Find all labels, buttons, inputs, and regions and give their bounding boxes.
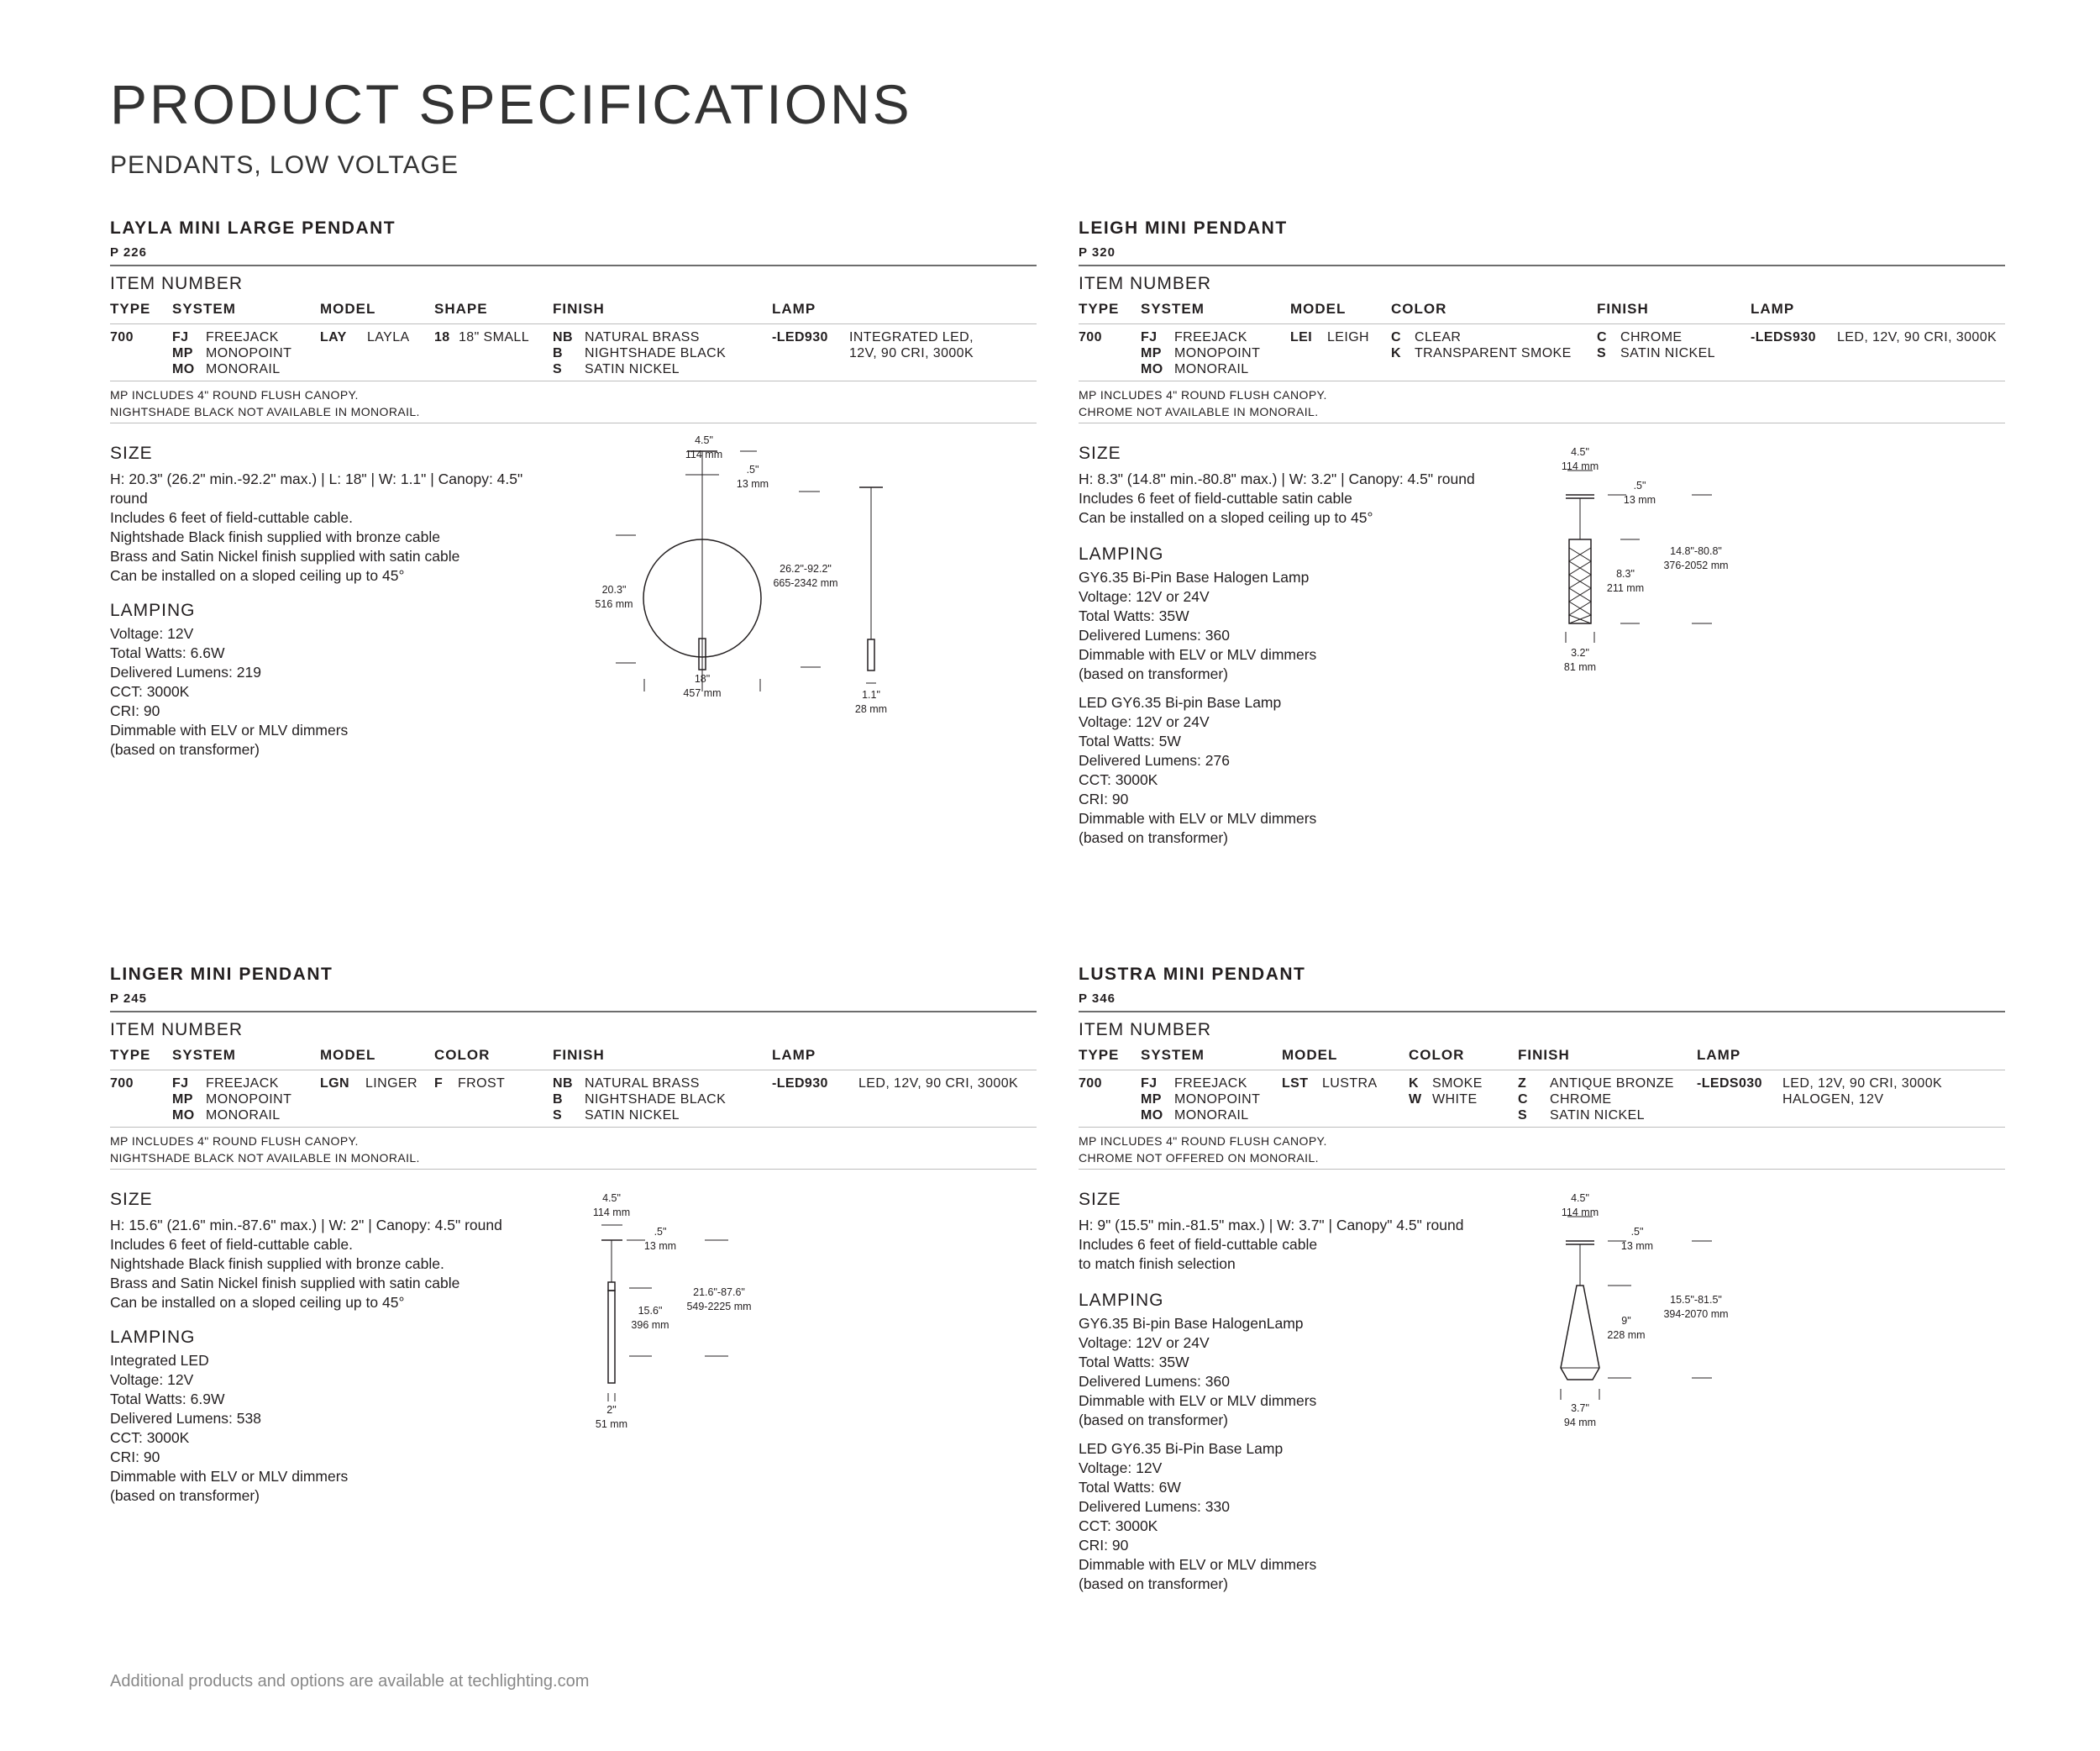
note: NIGHTSHADE BLACK NOT AVAILABLE IN MONORAIL.: [110, 1151, 420, 1165]
lamping-line: Delivered Lumens: 360: [1079, 627, 1230, 644]
size-line: Includes 6 feet of field-cuttable satin cable: [1079, 490, 1352, 507]
size-line: H: 8.3" (14.8" min.-80.8" max.) | W: 3.2" | Canopy: 4.5" round: [1079, 471, 1475, 487]
size-line: Can be installed on a sloped ceiling up to 45°: [110, 1294, 405, 1311]
col-finish: FINISH: [553, 1047, 605, 1063]
col-shape: SHAPE: [434, 301, 488, 317]
system-code: MO: [172, 1108, 195, 1123]
lamping-heading: LAMPING: [1079, 544, 1164, 564]
finish-code: S: [553, 362, 563, 376]
lamping-line: Total Watts: 5W: [1079, 733, 1181, 749]
model-code: LEI: [1290, 330, 1313, 344]
col-type: TYPE: [110, 301, 151, 317]
dim-length: 18": [694, 673, 711, 685]
lamping-line: Dimmable with ELV or MLV dimmers: [1079, 810, 1317, 827]
dim-width-mm: 28 mm: [854, 703, 888, 715]
lamping-line: Delivered Lumens: 360: [1079, 1373, 1230, 1390]
system-label: FREEJACK: [1174, 1076, 1247, 1091]
system-label: MONORAIL: [206, 362, 281, 376]
dim-half: .5": [1630, 1226, 1644, 1238]
dim-width: 3.7": [1571, 1402, 1589, 1414]
col-system: SYSTEM: [1141, 1047, 1205, 1063]
dim-canopy-mm: 114 mm: [592, 1207, 631, 1218]
page-title: PRODUCT SPECIFICATIONS: [110, 73, 912, 135]
size-line: Includes 6 feet of field-cuttable cable.: [110, 509, 353, 526]
lamp-label: 12V, 90 CRI, 3000K: [849, 346, 974, 360]
lamping-line: CCT: 3000K: [1079, 1517, 1158, 1534]
note: MP INCLUDES 4" ROUND FLUSH CANOPY.: [1079, 1134, 1327, 1148]
product-name: LUSTRA MINI PENDANT: [1079, 965, 1306, 984]
system-label: FREEJACK: [206, 1076, 279, 1091]
dim-canopy: 4.5": [602, 1192, 621, 1204]
col-finish: FINISH: [1518, 1047, 1570, 1063]
type-value: 700: [1079, 1076, 1102, 1091]
col-type: TYPE: [1079, 1047, 1120, 1063]
shape-label: 18" SMALL: [459, 330, 529, 344]
finish-label: NATURAL BRASS: [585, 330, 700, 344]
size-line: round: [110, 490, 148, 507]
color-label: WHITE: [1432, 1092, 1478, 1107]
dim-canopy: 4.5": [1571, 446, 1589, 458]
system-code: MO: [1141, 362, 1163, 376]
dim-overall: 15.5"-81.5": [1670, 1294, 1722, 1306]
color-code: F: [434, 1076, 444, 1091]
system-label: MONOPOINT: [206, 346, 292, 360]
dim-half-mm: 13 mm: [1623, 494, 1656, 506]
size-line: Nightshade Black finish supplied with bronze cable.: [110, 1255, 444, 1272]
size-line: Brass and Satin Nickel finish supplied with satin cable: [110, 548, 460, 565]
lamping-line: Voltage: 12V or 24V: [1079, 1334, 1210, 1351]
lamping-line: GY6.35 Bi-pin Base HalogenLamp: [1079, 1315, 1304, 1332]
dim-width: 2": [606, 1404, 617, 1416]
color-code: C: [1391, 330, 1401, 344]
lamp-code: -LEDS930: [1751, 330, 1816, 344]
col-model: MODEL: [320, 1047, 376, 1063]
system-label: MONORAIL: [1174, 1108, 1249, 1123]
dim-canopy: 4.5": [1571, 1192, 1589, 1204]
model-code: LST: [1282, 1076, 1309, 1091]
lamp-label: INTEGRATED LED,: [849, 330, 974, 344]
system-code: MP: [172, 1092, 193, 1107]
finish-code: S: [1597, 346, 1607, 360]
color-code: K: [1391, 346, 1401, 360]
dim-height-mm: 228 mm: [1607, 1329, 1646, 1341]
size-line: H: 20.3" (26.2" min.-92.2" max.) | L: 18" | W: 1.1" | Canopy: 4.5": [110, 471, 523, 487]
note: MP INCLUDES 4" ROUND FLUSH CANOPY.: [110, 388, 359, 402]
lamping-line: Dimmable with ELV or MLV dimmers: [1079, 1392, 1317, 1409]
lamping-line: GY6.35 Bi-Pin Base Halogen Lamp: [1079, 569, 1310, 586]
lamping-line: Voltage: 12V or 24V: [1079, 713, 1210, 730]
lamping-line: Delivered Lumens: 330: [1079, 1498, 1230, 1515]
finish-label: NATURAL BRASS: [585, 1076, 700, 1091]
system-label: MONOPOINT: [1174, 1092, 1261, 1107]
lamping-heading: LAMPING: [110, 1328, 196, 1347]
lamping-line: Voltage: 12V: [1079, 1459, 1163, 1476]
dim-overall-mm: 665-2342 mm: [773, 577, 838, 589]
system-code: MP: [172, 346, 193, 360]
col-lamp: LAMP: [1697, 1047, 1741, 1063]
lamping-line: Delivered Lumens: 538: [110, 1410, 261, 1427]
lamp-label: LED, 12V, 90 CRI, 3000K: [858, 1076, 1019, 1091]
lamping-line: Delivered Lumens: 219: [110, 664, 261, 681]
lamping-line: LED GY6.35 Bi-Pin Base Lamp: [1079, 1440, 1284, 1457]
col-system: SYSTEM: [172, 1047, 236, 1063]
finish-code: NB: [553, 1076, 573, 1091]
note: NIGHTSHADE BLACK NOT AVAILABLE IN MONORAIL.: [110, 405, 420, 418]
product-leigh: [1079, 218, 2005, 916]
lamping-heading: LAMPING: [1079, 1291, 1164, 1310]
finish-code: S: [1518, 1108, 1528, 1123]
system-label: MONORAIL: [206, 1108, 281, 1123]
system-code: MP: [1141, 346, 1162, 360]
model-label: LEIGH: [1327, 330, 1370, 344]
product-page: P 245: [110, 991, 147, 1006]
lamping-heading: LAMPING: [110, 601, 196, 620]
col-color: COLOR: [1391, 301, 1447, 317]
size-heading: SIZE: [110, 444, 153, 463]
lamping-line: Integrated LED: [110, 1352, 209, 1369]
lamp-code: -LED930: [772, 330, 828, 344]
model-label: LINGER: [365, 1076, 417, 1091]
finish-label: NIGHTSHADE BLACK: [585, 1092, 727, 1107]
col-finish: FINISH: [1597, 301, 1649, 317]
finish-label: CHROME: [1550, 1092, 1612, 1107]
color-label: SMOKE: [1432, 1076, 1483, 1091]
size-heading: SIZE: [1079, 444, 1121, 463]
item-number-heading: ITEM NUMBER: [1079, 274, 1211, 293]
col-type: TYPE: [1079, 301, 1120, 317]
system-code: FJ: [1141, 1076, 1158, 1091]
dim-half-mm: 13 mm: [736, 478, 769, 490]
lamping-line: (based on transformer): [1079, 1575, 1228, 1592]
col-type: TYPE: [110, 1047, 151, 1063]
size-heading: SIZE: [110, 1190, 153, 1209]
col-lamp: LAMP: [772, 1047, 816, 1063]
product-name: LAYLA MINI LARGE PENDANT: [110, 218, 396, 238]
type-value: 700: [110, 330, 134, 344]
finish-code: Z: [1518, 1076, 1527, 1091]
dim-half-mm: 13 mm: [643, 1240, 677, 1252]
lamping-line: Total Watts: 6.6W: [110, 644, 225, 661]
lamping-line: LED GY6.35 Bi-pin Base Lamp: [1079, 694, 1282, 711]
lamping-line: CRI: 90: [110, 702, 160, 719]
dim-overall: 26.2"-92.2": [780, 563, 832, 575]
lamp-label: LED, 12V, 90 CRI, 3000K: [1782, 1076, 1943, 1091]
note: MP INCLUDES 4" ROUND FLUSH CANOPY.: [1079, 388, 1327, 402]
lamping-line: CCT: 3000K: [110, 683, 190, 700]
dim-canopy-mm: 114 mm: [685, 449, 723, 460]
system-code: MO: [172, 362, 195, 376]
finish-label: SATIN NICKEL: [585, 362, 680, 376]
footer-note: Additional products and options are available at techlighting.com: [110, 1672, 590, 1691]
finish-code: B: [553, 1092, 563, 1107]
finish-code: NB: [553, 330, 573, 344]
dim-half-mm: 13 mm: [1620, 1240, 1654, 1252]
model-label: LUSTRA: [1322, 1076, 1378, 1091]
item-number-heading: ITEM NUMBER: [110, 1020, 243, 1039]
color-code: K: [1409, 1076, 1419, 1091]
lamp-label: HALOGEN, 12V: [1782, 1092, 1884, 1107]
dim-canopy-mm: 114 mm: [1561, 460, 1599, 472]
color-label: FROST: [458, 1076, 506, 1091]
col-system: SYSTEM: [172, 301, 236, 317]
lamping-line: (based on transformer): [110, 1487, 260, 1504]
size-line: H: 9" (15.5" min.-81.5" max.) | W: 3.7" | Canopy" 4.5" round: [1079, 1217, 1464, 1233]
lamping-line: CCT: 3000K: [1079, 771, 1158, 788]
dim-half: .5": [1633, 480, 1646, 492]
dim-height-mm: 396 mm: [631, 1319, 669, 1331]
finish-code: C: [1518, 1092, 1528, 1107]
lamp-code: -LEDS030: [1697, 1076, 1762, 1091]
finish-label: CHROME: [1620, 330, 1683, 344]
product-lustra: [1079, 965, 2005, 1662]
system-label: MONOPOINT: [1174, 346, 1261, 360]
color-label: CLEAR: [1415, 330, 1462, 344]
product-linger: [110, 965, 1037, 1662]
size-heading: SIZE: [1079, 1190, 1121, 1209]
dim-width-mm: 51 mm: [595, 1418, 628, 1430]
lamping-line: Total Watts: 35W: [1079, 607, 1189, 624]
col-finish: FINISH: [553, 301, 605, 317]
finish-code: B: [553, 346, 563, 360]
system-label: MONORAIL: [1174, 362, 1249, 376]
note: MP INCLUDES 4" ROUND FLUSH CANOPY.: [110, 1134, 359, 1148]
finish-label: NIGHTSHADE BLACK: [585, 346, 727, 360]
lamping-line: Dimmable with ELV or MLV dimmers: [1079, 646, 1317, 663]
color-label: TRANSPARENT SMOKE: [1415, 346, 1572, 360]
linger-dimension-drawing: [110, 965, 1037, 1662]
lamping-line: CRI: 90: [1079, 1537, 1129, 1554]
product-name: LINGER MINI PENDANT: [110, 965, 333, 984]
col-model: MODEL: [320, 301, 376, 317]
model-code: LAY: [320, 330, 347, 344]
dim-width-mm: 81 mm: [1563, 661, 1597, 673]
leigh-dimension-drawing: [1079, 218, 2005, 916]
lamping-line: Total Watts: 6.9W: [110, 1391, 225, 1407]
item-number-heading: ITEM NUMBER: [110, 274, 243, 293]
dim-width-mm: 94 mm: [1563, 1417, 1597, 1428]
item-number-heading: ITEM NUMBER: [1079, 1020, 1211, 1039]
finish-code: S: [553, 1108, 563, 1123]
lamping-line: CCT: 3000K: [110, 1429, 190, 1446]
product-layla: [110, 218, 1037, 916]
size-line: Includes 6 feet of field-cuttable cable: [1079, 1236, 1318, 1253]
lamping-line: Dimmable with ELV or MLV dimmers: [1079, 1556, 1317, 1573]
finish-code: C: [1597, 330, 1607, 344]
layla-dimension-drawing: [110, 218, 1037, 916]
model-code: LGN: [320, 1076, 349, 1091]
color-code: W: [1409, 1092, 1422, 1107]
dim-height-mm: 516 mm: [595, 598, 633, 610]
col-lamp: LAMP: [1751, 301, 1795, 317]
finish-label: ANTIQUE BRONZE: [1550, 1076, 1674, 1091]
system-label: FREEJACK: [1174, 330, 1247, 344]
system-code: FJ: [172, 330, 189, 344]
product-page: P 320: [1079, 245, 1116, 260]
size-line: Nightshade Black finish supplied with bronze cable: [110, 528, 441, 545]
dim-half: .5": [654, 1226, 667, 1238]
model-label: LAYLA: [367, 330, 410, 344]
lamping-line: (based on transformer): [1079, 665, 1228, 682]
dim-height: 15.6": [638, 1305, 663, 1317]
dim-overall-mm: 394-2070 mm: [1663, 1308, 1729, 1320]
col-model: MODEL: [1282, 1047, 1338, 1063]
col-lamp: LAMP: [772, 301, 816, 317]
lamping-line: CRI: 90: [1079, 791, 1129, 807]
lamping-line: (based on transformer): [110, 741, 260, 758]
size-line: Can be installed on a sloped ceiling up to 45°: [1079, 509, 1373, 526]
system-code: FJ: [1141, 330, 1158, 344]
size-line: Includes 6 feet of field-cuttable cable.: [110, 1236, 353, 1253]
dim-overall-mm: 549-2225 mm: [686, 1301, 752, 1312]
lamping-line: Dimmable with ELV or MLV dimmers: [110, 722, 349, 739]
col-color: COLOR: [434, 1047, 491, 1063]
dim-half: .5": [746, 464, 759, 476]
col-model: MODEL: [1290, 301, 1347, 317]
note: CHROME NOT OFFERED ON MONORAIL.: [1079, 1151, 1319, 1165]
finish-label: SATIN NICKEL: [1550, 1108, 1645, 1123]
size-line: to match finish selection: [1079, 1255, 1236, 1272]
dim-width: 3.2": [1571, 647, 1589, 659]
note: CHROME NOT AVAILABLE IN MONORAIL.: [1079, 405, 1319, 418]
dim-length-mm: 457 mm: [683, 687, 722, 699]
dim-height: 9": [1621, 1315, 1631, 1327]
lamping-line: (based on transformer): [1079, 1412, 1228, 1428]
dim-height: 8.3": [1616, 568, 1635, 580]
page-subtitle: PENDANTS, LOW VOLTAGE: [110, 151, 459, 179]
product-page: P 346: [1079, 991, 1116, 1006]
system-code: MP: [1141, 1092, 1162, 1107]
size-line: H: 15.6" (21.6" min.-87.6" max.) | W: 2" | Canopy: 4.5" round: [110, 1217, 502, 1233]
lamping-line: (based on transformer): [1079, 829, 1228, 846]
finish-label: SATIN NICKEL: [1620, 346, 1715, 360]
lamping-line: Delivered Lumens: 276: [1079, 752, 1230, 769]
product-name: LEIGH MINI PENDANT: [1079, 218, 1288, 238]
type-value: 700: [1079, 330, 1102, 344]
lustra-dimension-drawing: [1079, 965, 2005, 1662]
dim-height-mm: 211 mm: [1606, 582, 1645, 594]
type-value: 700: [110, 1076, 134, 1091]
lamping-line: Voltage: 12V: [110, 625, 194, 642]
dim-canopy-mm: 114 mm: [1561, 1207, 1599, 1218]
col-system: SYSTEM: [1141, 301, 1205, 317]
size-line: Can be installed on a sloped ceiling up to 45°: [110, 567, 405, 584]
size-line: Brass and Satin Nickel finish supplied with satin cable: [110, 1275, 460, 1291]
lamping-line: Voltage: 12V: [110, 1371, 194, 1388]
dim-height: 20.3": [601, 584, 627, 596]
dim-overall-mm: 376-2052 mm: [1663, 560, 1729, 571]
lamping-line: Total Watts: 6W: [1079, 1479, 1181, 1496]
system-label: MONOPOINT: [206, 1092, 292, 1107]
dim-canopy: 4.5": [695, 434, 713, 446]
lamping-line: CRI: 90: [110, 1449, 160, 1465]
lamping-line: Voltage: 12V or 24V: [1079, 588, 1210, 605]
lamping-line: Dimmable with ELV or MLV dimmers: [110, 1468, 349, 1485]
system-label: FREEJACK: [206, 330, 279, 344]
dim-overall: 14.8"-80.8": [1670, 545, 1722, 557]
lamp-code: -LED930: [772, 1076, 828, 1091]
col-color: COLOR: [1409, 1047, 1465, 1063]
system-code: MO: [1141, 1108, 1163, 1123]
system-code: FJ: [172, 1076, 189, 1091]
dim-overall: 21.6"-87.6": [693, 1286, 745, 1298]
lamp-label: LED, 12V, 90 CRI, 3000K: [1837, 330, 1998, 344]
finish-label: SATIN NICKEL: [585, 1108, 680, 1123]
dim-width: 1.1": [862, 689, 880, 701]
shape-code: 18: [434, 330, 450, 344]
lamping-line: Total Watts: 35W: [1079, 1354, 1189, 1370]
product-page: P 226: [110, 245, 147, 260]
